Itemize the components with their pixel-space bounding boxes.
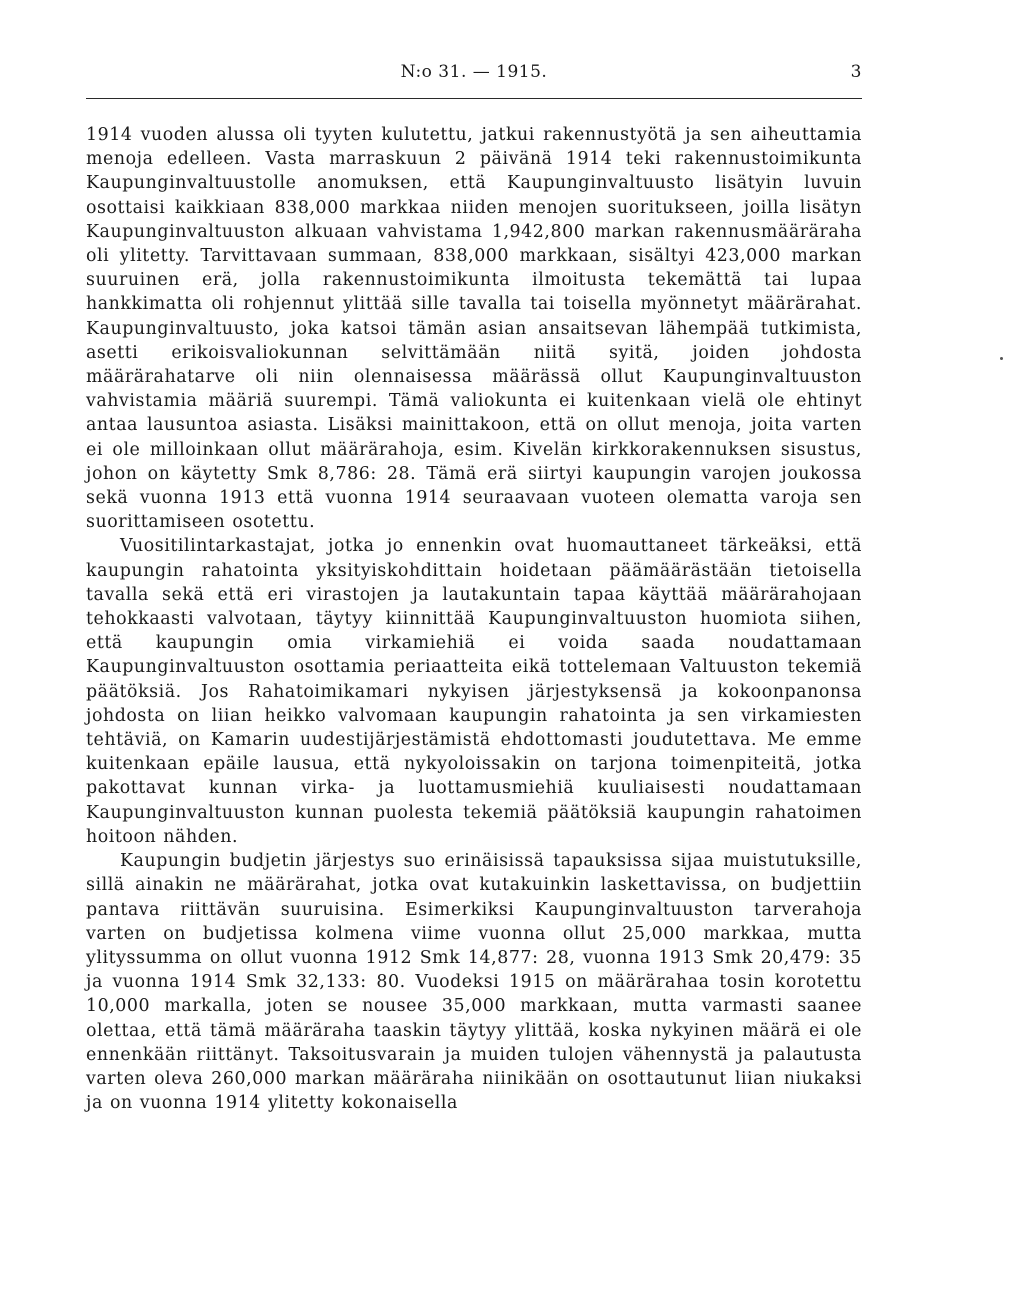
scan-speck — [1000, 357, 1003, 360]
running-title: N:o 31. — 1915. — [400, 62, 548, 82]
document-page — [86, 58, 862, 1115]
running-header — [86, 58, 862, 92]
body-text — [86, 123, 862, 1115]
paragraph-2: Vuositilintarkastajat, jotka jo ennenkin ovat huomauttaneet tärkeäksi, että kaupungin rahatointa yksityiskohdittain hoidetaan päämäärästään tietoisella tavalla sekä että eri virastojen ja lautakuntain tapaa käyttää määrärahojaan tehokkaasti valvotaan, täytyy kiinnittää Kaupunginvaltuuston huomiota siihen, että kaupungin omia virkamiehiä ei voida saada noudattamaan Kaupunginvaltuuston osottamia periaatteita eikä tottelemaan Valtuuston tekemiä päätöksiä. Jos Rahatoimikamari nykyisen järjestyksensä ja kokoonpanonsa johdosta on liian heikko valvomaan kaupungin rahatointa ja sen virkamiesten tehtäviä, on Kamarin uudestijärjestämistä ehdottomasti joudutettava. Me emme kuitenkaan epäile lausua, että nykyoloissakin on tarjona toimenpiteitä, jotka pakottavat kunnan virka- ja luottamusmiehiä kuuliaisesti noudattamaan Kaupunginvaltuuston kunnan puolesta tekemiä päätöksiä kaupungin rahatoimen hoitoon nähden. — [86, 536, 862, 847]
paragraph-3: Kaupungin budjetin järjestys suo erinäisissä tapauksissa sijaa muistutuksille, sillä ainakin ne määrärahat, jotka ovat kutakuinkin laskettavissa, on budjettiin pantava riittävän suuruisina. Esimerkiksi Kaupunginvaltuuston tarverahoja varten on budjetissa kolmena viime vuonna ollut 25,000 markkaa, mutta ylityssumma on ollut vuonna 1912 Smk 14,877: 28, vuonna 1913 Smk 20,479: 35 ja vuonna 1914 Smk 32,133: 80. Vuodeksi 1915 on määrärahaa tosin korotettu 10,000 markalla, joten se nousee 35,000 markkaan, mutta varmasti saanee olettaa, että tämä määräraha taaskin täytyy ylittää, koska nykyinen määrä ei ole ennenkään riittänyt. Taksoitusvarain ja muiden tulojen vähennystä ja palautusta varten oleva 260,000 markan määräraha niinikään on osottautunut liian niukaksi ja on vuonna 1914 ylitetty kokonaisella — [86, 851, 862, 1114]
header-rule — [86, 98, 862, 99]
paragraph-1: 1914 vuoden alussa oli tyyten kulutettu, jatkui rakennustyötä ja sen aiheuttamia menoja edelleen. Vasta marraskuun 2 päivänä 1914 teki rakennustoimikunta Kaupunginvaltuustolle anomuksen, että Kaupunginvaltuusto lisätyin luvuin osottaisi kaikkiaan 838,000 markkaa niiden menojen suoritukseen, joilla lisätyn Kaupunginvaltuuston alkuaan vahvistama 1,942,800 markan rakennusmääräraha oli ylitetty. Tarvittavaan summaan, 838,000 markkaan, sisältyi 423,000 markan suuruinen erä, jolla rakennustoimikunta ilmoitusta tekemättä tai lupaa hankkimatta oli rohjennut ylittää sille tavalla tai toisella myönnetyt määrärahat. Kaupunginvaltuusto, joka katsoi tämän asian ansaitsevan lähempää tutkimista, asetti erikoisvaliokunnan selvittämään niitä syitä, joiden johdosta määrärahatarve oli niin olennaisessa määrässä ollut Kaupunginvaltuuston vahvistamia määriä suurempi. Tämä valiokunta ei kuitenkaan vielä ole ehtinyt antaa lausuntoa asiasta. Lisäksi mainittakoon, että on ollut menoja, joita varten ei ole milloinkaan ollut määrärahoja, esim. Kivelän kirkkorakennuksen sisustus, johon on käytetty Smk 8,786: 28. Tämä erä siirtyi kaupungin varojen joukossa sekä vuonna 1913 että vuonna 1914 seuraavaan vuoteen olematta varoja sen suorittamiseen osotettu. — [86, 125, 862, 533]
page-number: 3 — [850, 62, 862, 82]
